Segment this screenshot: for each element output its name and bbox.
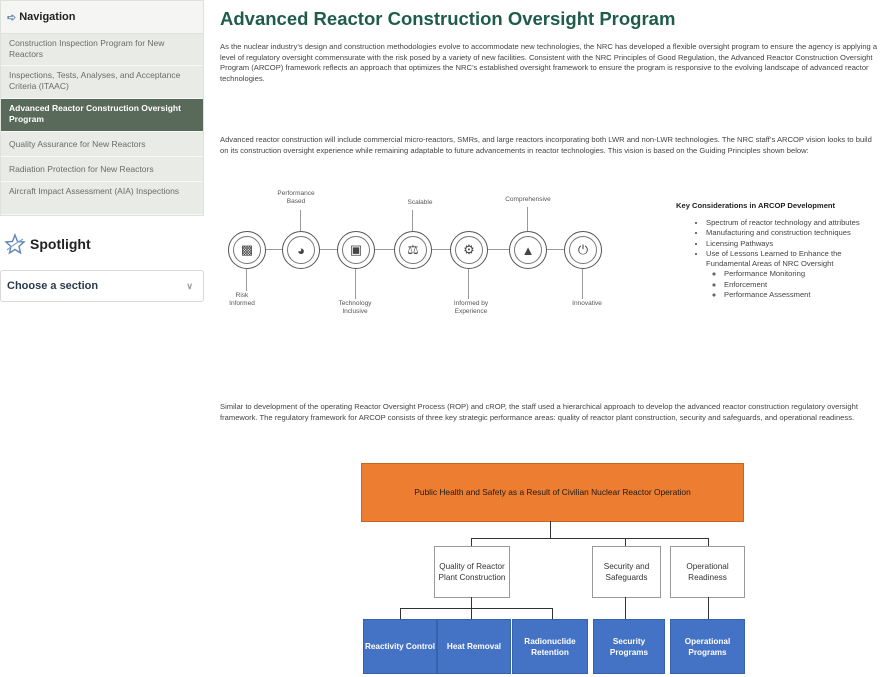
principle-risk-informed: [228, 231, 266, 269]
compass-icon: ➪: [7, 11, 17, 24]
principle-label-performance-based: Performance Based: [277, 190, 315, 205]
navigation-panel: [0, 0, 204, 216]
gauge-icon: ◕: [287, 236, 315, 264]
principle-label-innovative: Innovative: [572, 300, 602, 307]
list-item: • Spectrum of reactor technology and attributes: [706, 218, 886, 228]
framework-org-chart: [220, 460, 884, 675]
principle-connector: [355, 269, 356, 299]
org-connector: [471, 597, 472, 608]
org-leaf-heat-removal: Heat Removal: [437, 619, 511, 674]
sub-list-item: ◦ Enforcement: [724, 280, 886, 290]
principle-connector: [300, 210, 301, 231]
sub-list-item: ◦ Performance Assessment: [724, 290, 886, 300]
principle-scalable: [394, 231, 432, 269]
org-connector: [625, 597, 626, 619]
head-gears-icon: ⚙: [455, 236, 483, 264]
sidebar-item-construction-inspection[interactable]: Construction Inspection Program for New Reactors: [1, 34, 203, 66]
org-connector: [550, 521, 551, 538]
principle-connector: [266, 249, 282, 250]
org-connector: [471, 538, 472, 546]
org-connector: [400, 608, 401, 619]
main-content: [220, 0, 884, 657]
section-select-value: Choose a section: [7, 280, 99, 292]
chip-icon: ▣: [342, 236, 370, 264]
principle-connector: [582, 269, 583, 299]
org-leaf-reactivity-control: Reactivity Control: [363, 619, 437, 674]
principle-label-scalable: Scalable: [407, 199, 433, 206]
org-connector: [471, 608, 472, 619]
sidebar-item-quality-assurance[interactable]: Quality Assurance for New Reactors: [1, 132, 203, 157]
principle-informed-by-experience: [450, 231, 488, 269]
org-connector: [708, 538, 709, 546]
principle-label-informed-by-experience: Informed by Experience: [453, 300, 489, 315]
principle-connector: [488, 249, 509, 250]
principle-connector: [412, 210, 413, 231]
spotlight-label: Spotlight: [30, 236, 91, 252]
org-leaf-radionuclide-retention: Radionuclide Retention: [512, 619, 588, 674]
org-connector: [400, 608, 553, 609]
principle-innovative: [564, 231, 602, 269]
principle-connector: [547, 249, 564, 250]
sidebar-item-radiation-protection[interactable]: Radiation Protection for New Reactors: [1, 157, 203, 182]
chevron-down-icon: ∨: [186, 280, 193, 291]
principle-label-comprehensive: Comprehensive: [505, 196, 551, 203]
principle-connector: [468, 269, 469, 299]
org-connector: [625, 538, 626, 546]
principle-connector: [246, 269, 247, 291]
sidebar-item-aia-inspections[interactable]: Aircraft Impact Assessment (AIA) Inspections: [1, 182, 203, 215]
list-item: • Manufacturing and construction techniques: [706, 228, 886, 238]
key-considerations-list: [676, 218, 886, 300]
spotlight-heading: [0, 232, 204, 256]
list-item-text: Use of Lessons Learned to Enhance the Fundamental Areas of NRC Oversight: [706, 248, 842, 269]
sub-list: [706, 269, 886, 300]
org-area-operational: Operational Readiness: [670, 546, 745, 598]
key-considerations-title: Key Considerations in ARCOP Development: [676, 201, 836, 210]
principle-performance-based: [282, 231, 320, 269]
principle-comprehensive: [509, 231, 547, 269]
principle-connector: [375, 249, 394, 250]
principle-label-risk-informed: Risk Informed: [229, 292, 255, 307]
power-icon: ⏻: [569, 236, 597, 264]
org-leaf-security-programs: Security Programs: [593, 619, 665, 674]
iceberg-icon: ▲: [514, 236, 542, 264]
org-connector: [708, 597, 709, 619]
list-item: [706, 249, 886, 300]
scale-icon: ⚖: [399, 236, 427, 264]
sidebar-item-itaac[interactable]: Inspections, Tests, Analyses, and Acceptance Criteria (ITAAC): [1, 66, 203, 99]
org-leaf-operational-programs: Operational Programs: [670, 619, 745, 674]
principle-label-technology-inclusive: Technology Inclusive: [338, 300, 372, 315]
vision-paragraph: Advanced reactor construction will include commercial micro-reactors, SMRs, and large reactors incorporating both LWR and non-LWR technologies. The NRC staff’s ARCOP vision looks to build on its construction oversight experience while remaining adaptable to future advancements in reactor technologies. This vision is based on the Guiding Principles shown below:: [220, 135, 872, 155]
org-connector: [471, 538, 709, 539]
principle-connector: [432, 249, 450, 250]
principle-connector: [320, 249, 337, 250]
sub-list-item: ◦ Performance Monitoring: [724, 269, 886, 279]
bar-chart-icon: ▩: [233, 236, 261, 264]
framework-paragraph: Similar to development of the operating Reactor Oversight Process (ROP) and cROP, the staff used a hierarchical approach to develop the advanced reactor construction regulatory oversight framework. The regulatory framework for ARCOP consists of three key strategic performance areas: quality of reactor plant construction, security and safeguards, and operational readiness.: [220, 402, 858, 422]
page-title: Advanced Reactor Construction Oversight Program: [220, 8, 676, 29]
sidebar: [0, 0, 204, 302]
list-item: • Licensing Pathways: [706, 239, 886, 249]
spotlight-star-icon: [4, 233, 26, 255]
org-connector: [552, 608, 553, 619]
sidebar-item-arcop[interactable]: Advanced Reactor Construction Oversight Program: [1, 99, 203, 132]
navigation-header: [1, 1, 203, 34]
org-area-security: Security and Safeguards: [592, 546, 661, 598]
org-area-quality: Quality of Reactor Plant Construction: [434, 546, 510, 598]
org-top-box: Public Health and Safety as a Result of Civilian Nuclear Reactor Operation: [361, 463, 744, 522]
key-considerations: [676, 201, 886, 300]
principle-connector: [527, 207, 528, 231]
principle-technology-inclusive: [337, 231, 375, 269]
intro-paragraph: As the nuclear industry’s design and construction methodologies evolve to accommodate new technologies, the NRC has developed a flexible oversight program to ensure the agency is applying a level of regulatory oversight commensurate with the risk posed by a variety of new facilities. Consistent with the NRC Principles of Good Regulation, the Advanced Reactor Construction Oversight Program (ARCOP) framework reflects an approach that optimizes the NRC’s established oversight framework to ensure the program is responsive to the evolving landscape of advanced reactor technologies.: [220, 42, 878, 83]
guiding-principles-graphic: [220, 190, 635, 320]
navigation-title: Navigation: [19, 11, 76, 23]
section-select[interactable]: [0, 270, 204, 302]
